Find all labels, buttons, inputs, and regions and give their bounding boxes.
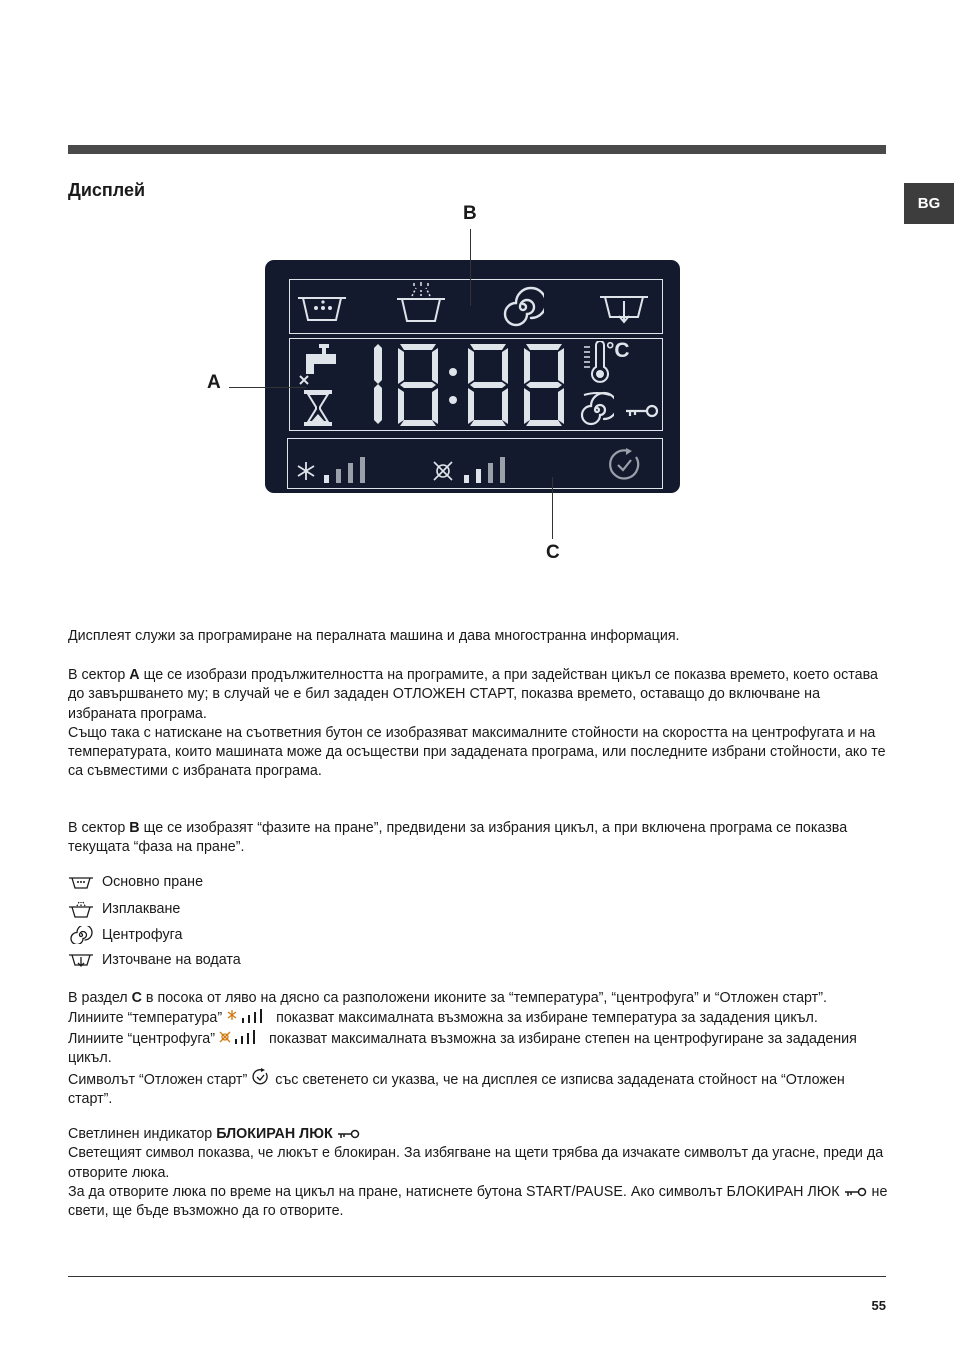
lcd-display-figure [265, 260, 680, 493]
leader-line-a [229, 387, 306, 388]
intro-paragraph: Дисплеят служи за програмиране на пералната машина и дава многостранна информация. [68, 628, 680, 644]
door-lock-key-icon [624, 403, 660, 419]
leader-line-b [470, 229, 471, 306]
language-tab: BG [904, 183, 954, 224]
door-lock-description: Светлинен индикатор БЛОКИРАН ЛЮК Светещият символ показва, че люкът е блокиран. За избягване на щети трябва да изчакате символът да угасне, преди да отворите люка. За да отворите люка по време на цикъл на пране, натиснете бутона START/PAUSE. Ако символът БЛОКИРАН ЛЮК не свети, ще бъде възможно да го отворите. [68, 1126, 888, 1220]
drain-icon [596, 287, 652, 329]
sector-c-description: В раздел C в посока от ляво на дясно са разположени иконите за “температура”, “центрофуга” и “Отложен старт”. Линиите “температура” показват максималната възможна за избиране температура за зададения цикъл. Линиите “центрофуга” показват максималната възможна за избиране степен на центрофугиране за зададения цикъл. Символът “Отложен старт” със светенето си указва, че на дисплея се изписва зададената стойност на “Отложен старт”. [68, 990, 857, 1108]
spin-icon [502, 286, 544, 328]
leader-line-c [552, 477, 553, 539]
rinse-icon [392, 280, 450, 326]
hourglass-icon [302, 389, 334, 427]
lcd-sector-c [287, 438, 663, 489]
page-number: 55 [871, 1298, 886, 1313]
phase-item-rinse: Изплакване [68, 900, 180, 918]
lcd-sector-b [289, 279, 663, 334]
spin-off-icon [432, 460, 454, 482]
seven-segment-readout [368, 342, 580, 428]
spin-icon [68, 926, 94, 944]
main-wash-icon [294, 288, 350, 326]
phase-item-drain: Източване на водата [68, 951, 241, 969]
temperature-lines-icon [226, 1008, 272, 1024]
label-c: C [546, 542, 560, 563]
drain-icon [68, 951, 94, 969]
label-b: B [463, 203, 477, 224]
door-lock-key-icon [337, 1128, 361, 1140]
main-wash-icon [68, 874, 94, 890]
delay-start-icon [606, 447, 644, 483]
sector-a-description: В сектор A ще се изобрази продължителността на програмите, а при задействан цикъл се показва времето, което остава до завършването му; в случай че е бил зададен ОТЛОЖЕН СТАРТ, показва времето, оставащо до включване на избраната програма. Също така с натискане на съответния бутон се изобразяват максималните стойности на скоростта на центрофугата и на температурата, които машината може да осъществи при зададената програма, или последните избрани стойности, ако те са съвместими с избраната програма. [68, 667, 886, 780]
temperature-level-bars [322, 455, 372, 485]
spin-level-bars [462, 455, 512, 485]
delay-start-icon [251, 1068, 271, 1086]
sector-b-description: В сектор B ще се изобразят “фазите на пране”, предвидени за избрания цикъл, а при включена програма се показва текущата “фаза на пране”. [68, 820, 848, 856]
label-a: A [207, 372, 221, 393]
tap-icon [296, 342, 340, 386]
temperature-unit: °C [606, 339, 630, 362]
temperature-snowflake-icon [296, 461, 316, 481]
phase-item-main-wash: Основно пране [68, 874, 203, 890]
rinse-icon [68, 900, 94, 918]
footer-rule [68, 1276, 886, 1277]
spin-lines-icon [219, 1029, 265, 1045]
spin-speed-icon [580, 391, 614, 427]
door-lock-key-icon [844, 1186, 868, 1198]
lcd-sector-a [289, 338, 663, 431]
section-title: Дисплей [68, 180, 146, 200]
header-rule [68, 145, 886, 154]
phase-item-spin: Центрофуга [68, 926, 182, 944]
